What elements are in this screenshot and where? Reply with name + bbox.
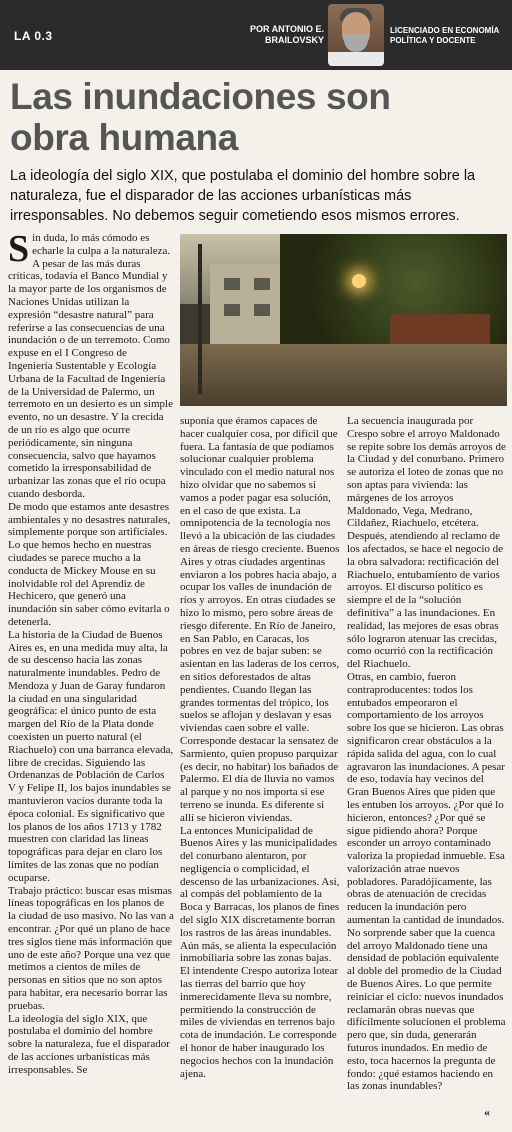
author-photo-shirt <box>328 52 384 66</box>
paragraph: Trabajo práctico: buscar esas mismas líneas topográficas en los planos de la ciudad de uso masivo. No las van a encontrar. ¿Por qué un plano de hace tres siglos tiene más información que uno de este año? Porque una vez que metimos a cientos de miles de personas en sitios que no son aptos para habitar, era necesario borrar las pruebas. <box>8 884 174 1012</box>
article-lede: La ideología del siglo XIX, que postulaba el dominio del hombre sobre la naturaleza, fue el disparador de las acciones urbanísticas más irresponsables. No debemos seguir cometiendo esos mismos errores. <box>10 168 476 224</box>
paragraph: Corresponde destacar la sensatez de Sarmiento, quien propuso parquizar (es decir, no habitar) los bañados de Palermo. El día de lluvia no vamos al parque y no nos importa si ese terreno se inunda. Es diferente si allí se hicieron viviendas. <box>180 734 339 824</box>
section-label: LA 0.3 <box>14 29 53 43</box>
photo-window <box>224 278 240 290</box>
photo-window <box>254 278 270 290</box>
paragraph: Aún más, se alienta la especulación inmobiliaria sobre las zonas bajas. El intendente Crespo autoriza lotear las tierras del barrio que hoy inmerecidamente lleva su nombre, permitiendo la construcción de miles de viviendas en terrenos bajo cota de inundación. Le corresponde el honor de haber inaugurado los negocios hechos con la inundación ajena. <box>180 939 339 1080</box>
photo-streetlamp <box>352 274 366 288</box>
article-headline <box>10 76 502 158</box>
paragraph: La ideología del siglo XIX, que postulaba el dominio del hombre sobre la naturaleza, fue el disparador de las acciones urbanísticas más irresponsables. Se <box>8 1012 170 1076</box>
flood-photo <box>180 234 507 406</box>
author-line-2: BRAILOVSKY <box>264 35 324 45</box>
photo-floodwater <box>180 344 507 406</box>
author-desc-line-1: LICENCIADO EN ECONOMÍA <box>390 26 500 35</box>
headline-line-1: Las inundaciones son <box>10 76 391 117</box>
author-photo-beard <box>344 34 368 52</box>
author-description <box>390 26 505 46</box>
author-desc-line-2: POLÍTICA Y DOCENTE <box>390 36 476 45</box>
paragraph-text: in duda, lo más cómodo es echarle la culpa a la naturaleza. A pesar de las más duras críticas, todavía el Banco Mundial y la mayor parte de los organismos de Naciones Unidas utilizan la expresión “desastre natural” para referirse a las consecuencias de una inundación o de un terremoto. Como expuse en el I Congreso de Ingeniería Sustentable y Ecología Urbana de la Facultad de Ingeniería de la Universidad de Palermo, un terremoto en un desierto es un simple evento, no un desastre. Y la crecida de un río es algo que ocurre periódicamente, sin ninguna consecuencia, salvo que hayamos cometido la irresponsabilidad de urbanizar las zonas que el río ocupa cuando desborda. <box>8 232 173 500</box>
header-bar <box>0 0 512 70</box>
article-column-1 <box>8 232 174 1127</box>
photo-window <box>224 304 240 316</box>
author-photo <box>328 4 384 66</box>
paragraph: suponía que éramos capaces de hacer cualquier cosa, por difícil que fuera. La fantasía de que podíamos solucionar cualquier problema vinculado con el medio natural nos hizo olvidar que no sabemos si vamos a poder pagar esa solución, en el caso de que exista. La omnipotencia de la tecnología nos llevó a la ubicación de las ciudades en áreas de riesgo creciente. Buenos Aires y otras ciudades argentinas enviaron a los pobres hacia abajo, a ocupar los valles de inundación de ríos y arroyos. En otras ciudades se hizo lo mismo, pero sobre áreas de riesgo diferente. En Río de Janeiro, en San Pablo, en Caracas, los pobres en vez de bajar suben: se asientan en las laderas de los cerros, en sitios deforestados de altas pendientes. Cuando llegan las grandes tormentas del trópico, los suelos se aflojan y deslavan y esas viviendas caen sobre el valle. <box>180 415 340 735</box>
paragraph: Otras, en cambio, fueron contraproducentes: todos los entubados empeoraron el comportamiento de los arroyos sobre los que se hicieron. Las obras significaron crear obstáculos a la rápida salida del agua, con lo cual agravaron las inundaciones. A pesar de eso, todavía hay vecinos del Gran Buenos Aires que piden que les entuben los arroyos. ¿Por qué lo hicieron, entonces? ¿Por qué se sigue pidiendo ahora? Porque esconder un arroyo contaminado valoriza la propiedad inmueble. Esa valorización atrae nuevos pobladores. Paradójicamente, las obras de atenuación de crecidas reducen la inundación pero aumentan la cantidad de inundados. No sorprende saber que la cuenca del arroyo Maldonado tiene una densidad de población equivalente al doble del promedio de la Ciudad de Buenos Aires. Lo que permite reiniciar el ciclo: nuevos inundados reclamarán obras nuevas que difícilmente solucionen el problema pero que, sin duda, generarán futuros inundados. En medio de esto, toca hacernos la pregunta de fondo: ¿qué estamos haciendo en las zonas inundables? <box>347 670 506 1093</box>
paragraph: De modo que estamos ante desastres ambientales y no desastres naturales, simplemente porque son artificiales. Lo que hemos hecho en nuestras ciudades se parece mucho a la conducta de Mickey Mouse en su inolvidable rol del Aprendiz de Hechicero, que generó una inundación sin saber cómo evitarla o detenerla. <box>8 500 171 628</box>
headline-line-2: obra humana <box>10 117 238 158</box>
paragraph: La entonces Municipalidad de Buenos Aires y las municipalidades del conurbano alentaron, por negligencia o complicidad, el descenso de las urbanizaciones. Así, al compás del poblamiento de la Boca y Barracas, los planos de fines del siglo XIX discretamente borran los rastros de las áreas inundables. <box>180 824 340 939</box>
paragraph: Después, atendiendo al reclamo de los afectados, se hace el negocio de la obra salvadora: rectificación del Riachuelo, entubamiento de varios arroyos. El discurso político es siempre el de la “solución definitiva” a las inundaciones. En realidad, las mejores de esas obras sólo lograron atenuar las crecidas, como ocurrió con la rectificación del Riachuelo. <box>347 530 504 671</box>
paragraph: La secuencia inaugurada por Crespo sobre el arroyo Maldonado se repite sobre los demás arroyos de la Ciudad y del conurbano. Primero se autoriza el loteo de zonas que no son aptas para vivienda: las márgenes de los arroyos Maldonado, Vega, Medrano, Cildañez, Riachuelo, etcétera. <box>347 415 506 530</box>
paragraph <box>8 232 174 501</box>
article-column-2 <box>180 415 340 1127</box>
photo-window <box>254 304 270 316</box>
article-column-3 <box>347 415 507 1127</box>
author-line-1: POR ANTONIO E. <box>249 24 324 34</box>
drop-cap: S <box>8 232 30 270</box>
paragraph: La historia de la Ciudad de Buenos Aires es, en una medida muy alta, la de su descenso hacia las zonas naturalmente inundables. Pedro de Mendoza y Juan de Garay fundaron la ciudad en una singularidad geográfica: el único punto de esta margen del Río de la Plata donde coexisten un puerto natural (el Riachuelo) con una barranca elevada, libre de crecidas. Siguiendo las Ordenanzas de Población de Carlos V y Felipe II, los bajos inundables se mantuvieron vacíos durante toda la época colonial. Es significativo que los planos de los años 1713 y 1782 muestren con claridad las líneas topográficas para dejar en claro los límites de las zonas que no podían ocuparse. <box>8 628 174 884</box>
photo-pole <box>198 244 202 394</box>
end-mark: « <box>484 1105 490 1119</box>
author-byline <box>240 24 324 46</box>
